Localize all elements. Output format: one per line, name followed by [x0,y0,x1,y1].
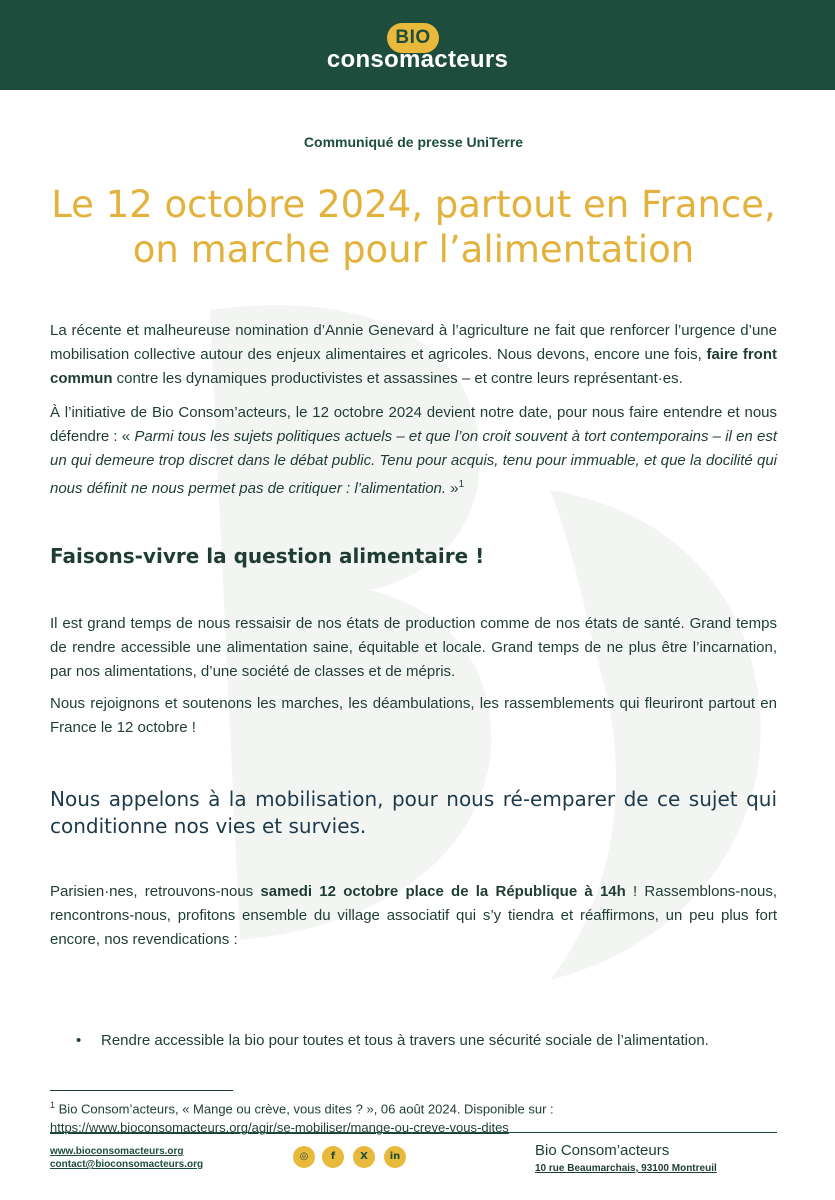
footnote-link[interactable]: https://www.bioconsomacteurs.org/agir/se-mobiliser/mange-ou-creve-vous-dites [50,1120,509,1136]
footer-contacts [50,1145,203,1171]
paris-text-a: Parisien·nes, retrouvons-nous [50,883,261,900]
intro-paragraph-2 [50,401,777,501]
website-link[interactable]: www.bioconsomacteurs.org [50,1146,184,1157]
list-item [50,1032,777,1052]
paris-text-b: ! Rassemblons-nous, rencontrons-nous, profitons ensemble du village associatif qui s’y tiendra et réaffirmons, un peu plus fort encore, nos revendications : [50,883,777,948]
footnote-ref[interactable]: 1 [458,479,465,490]
section-paragraph-2: Nous rejoignons et soutenons les marches, les déambulations, les rassemblements qui fleuriront partout en France le 12 octobre ! [50,695,777,736]
footnote-divider [50,1090,233,1091]
bullet-dot: • [76,1032,82,1049]
page-title [50,182,777,272]
paris-paragraph [50,880,777,952]
footnote-number: 1 [50,1100,56,1110]
intro-p1-bold: faire front commun [50,346,777,387]
intro-p1-text-b: contre les dynamiques productivistes et assassines – et contre leurs représentant·es. [112,370,683,387]
bullet-text: Rendre accessible la bio pour toutes et tous à travers une sécurité sociale de l’alimentation. [101,1032,709,1049]
title-line-2: on marche pour l’alimentation [132,228,695,271]
intro-p2-text-a: À l’initiative de Bio Consom’acteurs, le 12 octobre 2024 devient notre date, pour nous faire entendre et nous défendre : « [50,404,777,445]
logo-bio-badge: BIO [387,23,439,53]
call-to-mobilisation: Nous appelons à la mobilisation, pour nous ré-emparer de ce sujet qui conditionne nos vies et survies. [50,787,777,838]
paris-bold: samedi 12 octobre place de la République à 14h [260,883,626,900]
email-link[interactable]: contact@bioconsomacteurs.org [50,1159,204,1170]
intro-p2-quote: Parmi tous les sujets politiques actuels – et que l’on croit souvent à tort contemporains – il en est un qui demeure trop discret dans le débat public. Tenu pour acquis, tenu pour immuable, et que la docilité qui nous définit ne nous permet pas de critiquer : l’alimentation. [50,428,777,497]
logo-wordmark: consomacteurs [326,46,509,73]
org-name: Bio Consom’acteurs [535,1142,670,1159]
x-icon[interactable]: X [353,1146,375,1168]
instagram-icon[interactable]: ◎ [293,1146,315,1168]
linkedin-icon[interactable]: in [384,1146,406,1168]
intro-p1-text-a: La récente et malheureuse nomination d’Annie Genevard à l’agriculture ne fait que renforcer l’urgence d’une mobilisation collective autour des enjeux alimentaires et agricoles. Nous devons, encore une fois, [50,322,777,363]
press-release-kicker: Communiqué de presse UniTerre [303,134,524,150]
section-paragraph-1: Il est grand temps de nous ressaisir de nos états de production comme de nos états de santé. Grand temps de rendre accessible une alimentation saine, équitable et locale. Grand temps de ne plus être l’incarnation, par nos alimentations, d’une société de classes et de mépris. [50,615,777,680]
org-address[interactable]: 10 rue Beaumarchais, 93100 Montreuil [535,1163,717,1174]
footnote-text: Bio Consom’acteurs, « Mange ou crève, vous dites ? », 06 août 2024. Disponible sur : [58,1101,554,1117]
title-line-1: Le 12 octobre 2024, partout en France, [51,183,776,226]
footer-organisation [535,1142,717,1174]
intro-p2-quote-end: » [446,480,459,497]
footer-divider [50,1132,777,1133]
intro-paragraph-1 [50,319,777,391]
facebook-icon[interactable]: f [322,1146,344,1168]
header-banner [0,0,835,90]
section-heading: Faisons-vivre la question alimentaire ! [50,544,485,568]
